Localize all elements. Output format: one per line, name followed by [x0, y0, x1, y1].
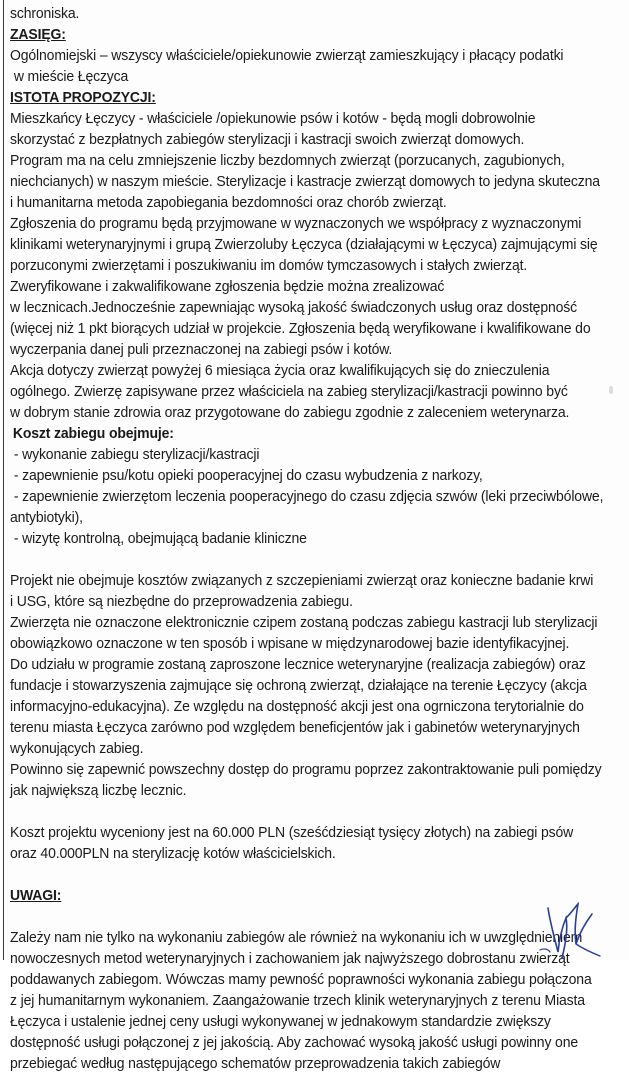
koszt-zabiegu-item: - zapewnienie psu/kotu opieki pooperacyjnej do czasu wybudzenia z narkozy,: [13, 468, 483, 484]
uwagi-line: dostępność usługi połączonej z jej jakością. Aby zachować wysoką jakość usługi powinny one: [10, 1035, 579, 1051]
projekt-line: informacyjno-edukacyjna). Ze względu na dostępność akcji jest ona ogrniczona terytorialnie do: [10, 699, 584, 715]
projekt-line: i USG, które są niezbędne do przeprowadzenia zabiegu.: [10, 594, 353, 610]
projekt-line: Projekt nie obejmuje kosztów związanych z szczepieniami zwierząt oraz konieczne badanie krwi: [10, 573, 594, 589]
uwagi-line: Zależy nam nie tylko na wykonaniu zabiegów ale również na wykonaniu ich w uwzględnieniem: [10, 930, 583, 946]
istota-line: w lecznicach.Jednocześnie zapewniając wysoką jakość świadczonych usług oraz dostępność: [10, 300, 577, 316]
istota-line: niechcianych) w naszym mieście. Sterylizacje i kastracje zwierząt domowych to jedyna skuteczna: [10, 174, 600, 190]
istota-line: w dobrym stanie zdrowia oraz przygotowane do zabiegu zgodnie z zaleceniem weterynarza.: [10, 405, 570, 421]
projekt-line: jak największą liczbę lecznic.: [10, 783, 187, 799]
projekt-line: terenu miasta Łęczyca zarówno pod względem beneficjentów jak i gabinetów weterynaryjnych: [10, 720, 580, 736]
spacer: [10, 550, 600, 571]
istota-line: Zgłoszenia do programu będą przyjmowane w wyznaczonych we współpracy z wyznaczonymi: [10, 216, 582, 232]
koszt-zabiegu-item: - zapewnienie zwierzętom leczenia pooperacyjnego do czasu zdjęcia szwów (leki przeciwbólowe,: [13, 489, 604, 505]
koszt-projektu-line: oraz 40.000PLN na sterylizację kotów właścicielskich.: [10, 846, 336, 862]
koszt-zabiegu-item: - wykonanie zabiegu sterylizacji/kastracji: [13, 447, 260, 463]
istota-line: klinikami weterynaryjnymi i grupą Zwierzoluby Łęczyca (działającymi w Łęczyca) zajmującymi się: [10, 237, 598, 253]
istota-line: i humanitarna metoda zapobiegania bezdomności oraz chorób zwierząt.: [10, 195, 447, 211]
uwagi-line: z jej humanitarnym wykonaniem. Zaangażowanie trzech klinik weterynaryjnych z terenu Miasta: [10, 993, 585, 1009]
istota-line: (więcej niż 1 pkt biorących udział w projekcie. Zgłoszenia będą weryfikowane i kwalifikowane do: [10, 321, 591, 337]
istota-line: skorzystać z bezpłatnych zabiegów sterylizacji i kastracji swoich zwierząt domowych.: [10, 132, 525, 148]
document-body: [10, 4, 604, 1075]
istota-line: Zweryfikowane i zakwalifikowane zgłoszenia będzie można zrealizować: [10, 279, 445, 295]
section-heading-istota-propozycji: ISTOTA PROPOZYCJI:: [10, 90, 156, 106]
projekt-line: Zwierzęta nie oznaczone elektronicznie czipem zostaną podczas zabiegu kastracji lub sterylizacji: [10, 615, 598, 631]
istota-line: Program ma na celu zmniejszenie liczby bezdomnych zwierząt (porzucanych, zagubionych,: [10, 153, 565, 169]
istota-line: wyczerpania danej puli przeznaczonej na zabiegi psów i kotów.: [10, 342, 393, 358]
spacer: [10, 907, 600, 928]
projekt-line: Powinno się zapewnić powszechny dostęp do programu poprzez zakontraktowanie puli pomiędzy: [10, 762, 602, 778]
spacer: [10, 802, 600, 823]
uwagi-line: przebiegać według następującego schematów przeprowadzenia takich zabiegów: [10, 1056, 501, 1072]
zasieg-line: Ogólnomiejski – wszyscy właściciele/opiekunowie zwierząt zamieszkujący i płacący podatki: [10, 48, 564, 64]
intro-tail: schroniska.: [10, 6, 80, 22]
spacer: [10, 865, 600, 886]
koszt-zabiegu-item-continuation: antybiotyki),: [10, 510, 83, 526]
koszt-projektu-line: Koszt projektu wyceniony jest na 60.000 PLN (sześćdziesiąt tysięcy złotych) na zabiegi psów: [10, 825, 574, 841]
istota-line: ogólnego. Zwierzę zapisywane przez właściciela na zabieg sterylizacji/kastracji powinno być: [10, 384, 568, 400]
koszt-zabiegu-item: - wizytę kontrolną, obejmującą badanie kliniczne: [13, 531, 307, 547]
projekt-line: wykonujących zabieg.: [10, 741, 144, 757]
uwagi-line: poddawanych zabiegom. Wówczas mamy pewność poprawności wykonania zabiegu połączona: [10, 972, 592, 988]
subheading-koszt-zabiegu: Koszt zabiegu obejmuje:: [12, 426, 174, 442]
istota-line: porzuconymi zwierzętami i poszukiwaniu im domów tymczasowych i stałych zwierząt.: [10, 258, 528, 274]
left-margin-border: [3, 0, 4, 960]
section-heading-zasieg: ZASIĘG:: [10, 27, 66, 43]
projekt-line: Do udziału w programie zostaną zaproszone lecznice weterynaryjne (realizacja zabiegów) oraz: [10, 657, 586, 673]
section-heading-uwagi: UWAGI:: [10, 888, 62, 904]
scan-artifact: [609, 386, 613, 394]
projekt-line: obowiązkowo oznaczone w ten sposób i wpisane w międzynarodowej bazie identyfikacyjnej.: [10, 636, 570, 652]
uwagi-line: nowoczesnych metod weterynaryjnych i zachowaniem jak najwyższego dobrostanu zwierząt: [10, 951, 570, 967]
istota-line: Akcja dotyczy zwierząt powyżej 6 miesiąca życia oraz kwalifikujących się do znieczulenia: [10, 363, 550, 379]
zasieg-line: w mieście Łęczyca: [13, 69, 129, 85]
handwritten-signature-icon: [536, 902, 606, 960]
istota-line: Mieszkańcy Łęczycy - właściciele /opiekunowie psów i kotów - będą mogli dobrowolnie: [10, 111, 536, 127]
uwagi-line: Łęczyca i ustalenie jednej ceny usługi wykonywanej w jednakowym standardzie zwiększy: [10, 1014, 551, 1030]
projekt-line: fundacje i stowarzyszenia zajmujące się ochroną zwierząt, działające na terenie Łęczycy (akcja: [10, 678, 587, 694]
